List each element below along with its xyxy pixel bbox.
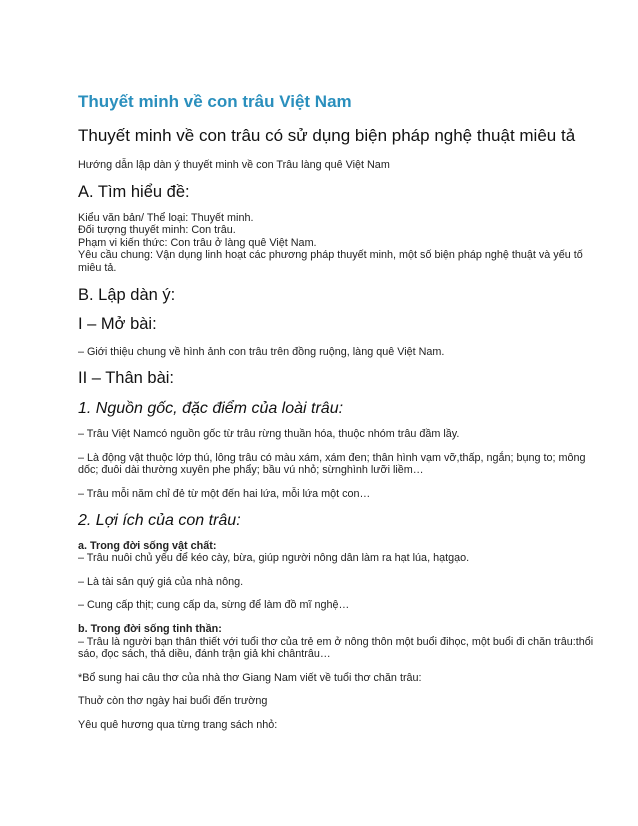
part2a-item: – Trâu nuôi chủ yếu để kéo cày, bừa, giúp người nông dân làm ra hạt lúa, hạtgạo. <box>78 552 470 565</box>
than-bai-heading: II – Thân bài: <box>78 369 175 388</box>
intro-text: Hướng dẫn lập dàn ý thuyết minh về con Trâu làng quê Việt Nam <box>78 159 390 171</box>
mo-bai-text: – Giới thiệu chung về hình ảnh con trâu trên đồng ruộng, làng quê Việt Nam. <box>78 345 445 358</box>
part1-item: – Trâu Việt Namcó nguồn gốc từ trâu rừng thuần hóa, thuộc nhóm trâu đầm lầy. <box>78 428 460 441</box>
part2a-item: – Cung cấp thịt; cung cấp da, sừng để làm đồ mĩ nghệ… <box>78 599 350 612</box>
part2b-block <box>78 623 598 661</box>
mo-bai-heading: I – Mở bài: <box>78 314 157 333</box>
part2a-heading: a. Trong đời sống vật chất: <box>78 539 217 552</box>
section-a-line: Yêu cầu chung: Vận dụng linh hoạt các phương pháp thuyết minh, một số biện pháp nghệ thuật và yếu tố miêu tả. <box>78 249 583 274</box>
part2b-text: – Trâu là người bạn thân thiết với tuổi thơ của trẻ em ở nông thôn một buổi đihọc, một buổi đi chăn trâu:thổi sáo, đọc sách, thả diều, đánh trận giả khi chântrâu… <box>78 635 594 661</box>
part1-heading: 1. Nguồn gốc, đặc điểm của loài trâu: <box>78 400 344 418</box>
document-title: Thuyết minh về con trâu Việt Nam <box>78 92 352 111</box>
section-b-heading: B. Lập dàn ý: <box>78 285 176 304</box>
part2-heading: 2. Lợi ích của con trâu: <box>78 511 241 529</box>
part2a-block <box>78 540 598 565</box>
document-subtitle: Thuyết minh về con trâu có sử dụng biện pháp nghệ thuật miêu tả <box>78 126 576 145</box>
part2a-item: – Là tài sản quý giá của nhà nông. <box>78 575 244 588</box>
section-a-body <box>78 212 598 275</box>
part2b-heading: b. Trong đời sống tinh thần: <box>78 622 222 635</box>
poem-line: Yêu quê hương qua từng trang sách nhỏ: <box>78 718 278 731</box>
section-a-heading: A. Tìm hiểu đề: <box>78 182 190 201</box>
section-a-line: Kiểu văn bản/ Thể loại: Thuyết minh. <box>78 211 254 224</box>
part1-item: – Trâu mỗi năm chỉ đẻ từ một đến hai lứa, mỗi lứa một con… <box>78 487 371 500</box>
section-a-line: Đối tượng thuyết minh: Con trâu. <box>78 224 236 237</box>
poem-line: Thuở còn thơ ngày hai buổi đến trường <box>78 695 268 708</box>
poem-intro: *Bổ sung hai câu thơ của nhà thơ Giang Nam viết về tuổi thơ chăn trâu: <box>78 671 422 684</box>
part1-item: – Là động vật thuộc lớp thú, lông trâu có màu xám, xám đen; thân hình vạm vỡ,thấp, ngắn; bụng to; mông dốc; đuôi dài thường xuyên phe phẩy; bầu vú nhỏ; sừnghình lưỡi liềm… <box>78 451 586 477</box>
section-a-line: Phạm vi kiến thức: Con trâu ở làng quê Việt Nam. <box>78 236 317 249</box>
